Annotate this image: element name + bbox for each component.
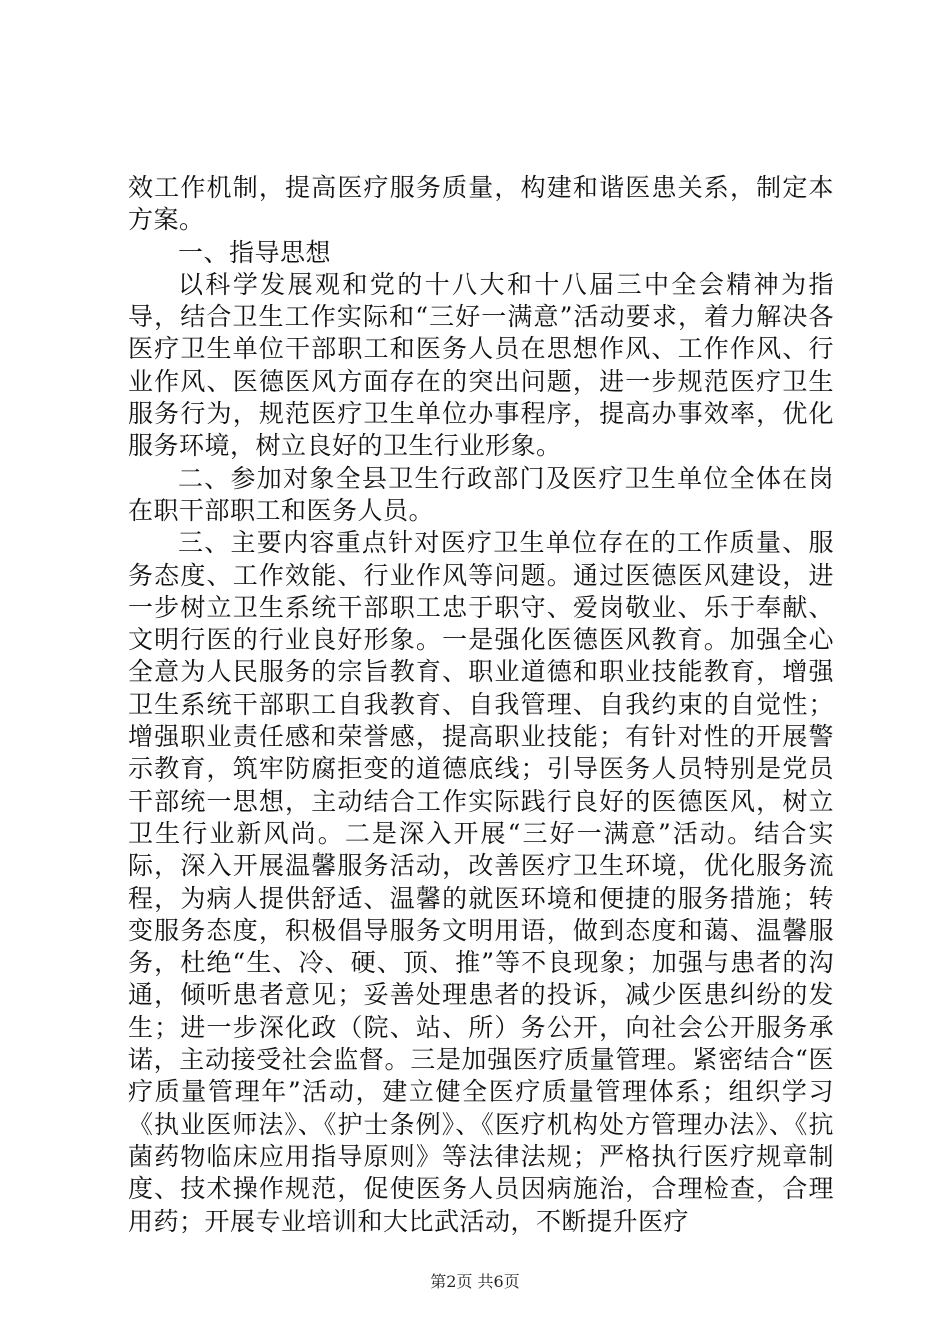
section-heading-guiding-thought: 一、指导思想 [178,237,332,267]
paragraph-main-content: 三、主要内容重点针对医疗卫生单位存在的工作质量、服务态度、工作效能、行业作风等问题。通过医德医风建设，进一步树立卫生系统干部职工忠于职守、爱岗敬业、乐于奉献、文明行医的行业良好形象。一是强化医德医风教育。加强全心全意为人民服务的宗旨教育、职业道德和职业技能教育，增强卫生系统干部职工自我教育、自我管理、自我约束的自觉性；增强职业责任感和荣誉感，提高职业技能；有针对性的开展警示教育，筑牢防腐拒变的道德底线；引导医务人员特别是党员干部统一思想，主动结合工作实际践行良好的医德医风，树立卫生行业新风尚。二是深入开展“三好一满意”活动。结合实际，深入开展温馨服务活动，改善医疗卫生环境，优化服务流程，为病人提供舒适、温馨的就医环境和便捷的服务措施；转变服务态度，积极倡导服务文明用语，做到态度和蔼、温馨服务，杜绝“生、冷、硬、顶、推”等不良现象；加强与患者的沟通，倾听患者意见；妥善处理患者的投诉，减少医患纠纷的发生；进一步深化政（院、站、所）务公开，向社会公开服务承诺，主动接受社会监督。三是加强医疗质量管理。紧密结合“医疗质量管理年”活动，建立健全医疗质量管理体系；组织学习《执业医师法》、《护士条例》、《医疗机构处方管理办法》、《抗菌药物临床应用指导原则》等法律法规；严格执行医疗规章制度、技术操作规范，促使医务人员因病施治，合理检查，合理用药；开展专业培训和大比武活动，不断提升医疗 [128,528,834,1236]
paragraph-participants: 二、参加对象全县卫生行政部门及医疗卫生单位全体在岗在职干部职工和医务人员。 [128,463,834,525]
paragraph-guiding-thought: 以科学发展观和党的十八大和十八届三中全会精神为指导，结合卫生工作实际和“三好一满意”活动要求，着力解决各医疗卫生单位干部职工和医务人员在思想作风、工作作风、行业作风、医德医风方面存在的突出问题，进一步规范医疗卫生服务行为，规范医疗卫生单位办事程序，提高办事效率，优化服务环境，树立良好的卫生行业形象。 [128,269,834,461]
document-body [128,172,834,1238]
page-number-footer: 第2页 共6页 [430,1272,520,1291]
paragraph-continuation: 效工作机制，提高医疗服务质量，构建和谐医患关系，制定本方案。 [128,173,834,235]
